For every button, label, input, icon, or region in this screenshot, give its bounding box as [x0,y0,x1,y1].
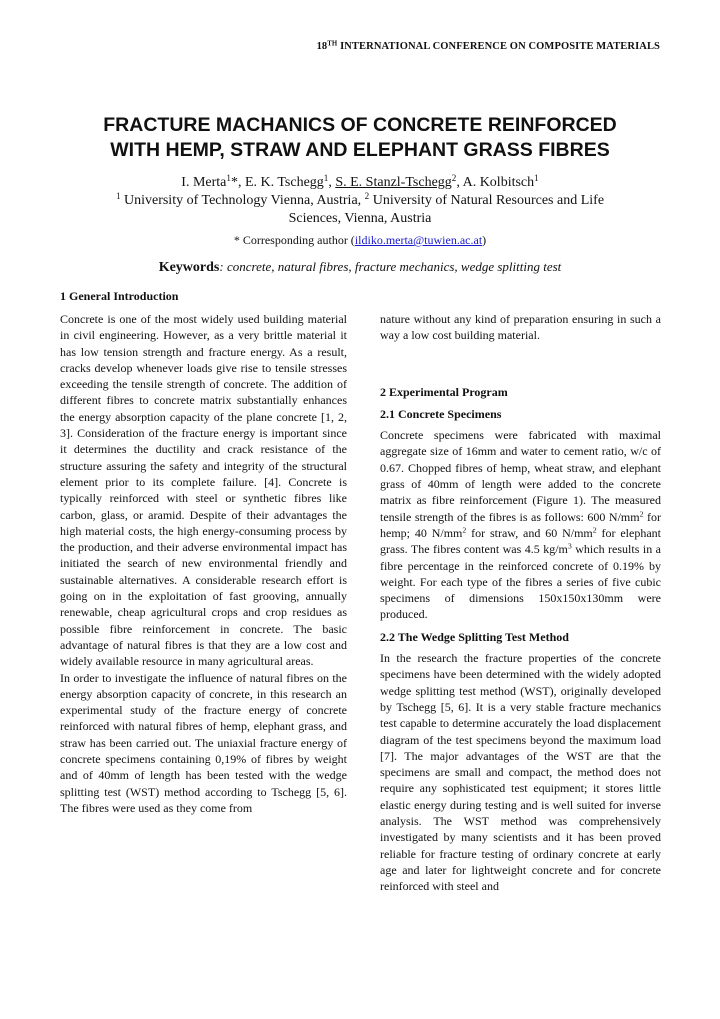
unit-exponent: 2 [462,525,467,535]
conference-ordinal-suffix: TH [327,40,338,48]
specimens-text-b: for hemp; 40 N/mm [380,509,661,540]
keywords-label: Keywords [158,260,220,275]
right-column [380,311,661,895]
section-2-heading: 2 Experimental Program [380,384,508,399]
keywords [0,259,720,276]
author-3: S. E. Stanzl-Tschegg [335,175,452,190]
affiliation-1: University of Technology Vienna, Austria, [120,193,365,208]
corresponding-suffix: ) [482,233,487,247]
intro-paragraph-3: nature without any kind of preparation ensuring in such a way a low cost building material. [380,312,661,343]
affiliation-2-number: 2 [364,191,370,201]
specimens-text-c: for straw, and 60 N/mm [466,525,593,540]
conference-ordinal: 18 [316,41,328,52]
intro-paragraph-1: Concrete is one of the most widely used building material in civil engineering. However, as a very brittle material it has low tension strength and fracture energy. As a result, cracks develop whenever loads give rise to tensile stresses exceeding the tensile strength of concrete. The addition of different fibres to concrete matrix substantially enhances the energy absorption capacity of the plane concrete [1, 2, 3]. Consideration of the fracture energy is important since it determines the ductility and crack resistance of the structure assuring the safety and integrity of the structural element prior to its complete failure. [4]. Concrete is typically reinforced with steel or synthetic fibres like carbon, glass, or aramid. Despite of their advantages the high material costs, the high energy-consuming process by the production, and their adverse environmental impact has initiated the search of new environmental friendly and sustainable alternatives. A considerable research effort is going on in the exploitation of fast grooving, annually renewable, cheap agricultural crops and crop residues as possible fibre reinforcement in concrete. The basic advantage of natural fibres is that they are a low cost and widely available resource in many agricultural areas. [60,312,347,669]
author-4-affil: 1 [534,173,539,183]
title-line-1: FRACTURE MACHANICS OF CONCRETE REINFORCED [103,114,617,136]
keywords-value: : concrete, natural fibres, fracture mechanics, wedge splitting test [219,259,562,274]
conference-name: INTERNATIONAL CONFERENCE ON COMPOSITE MATERIALS [340,41,660,52]
section-1-heading: 1 General Introduction [60,289,179,303]
author-2: E. K. Tschegg [244,175,324,190]
conference-header [317,41,660,52]
specimens-paragraph [380,427,661,623]
author-1-affil: 1 [226,173,231,183]
section-2-1-heading: 2.1 Concrete Specimens [380,406,502,421]
author-2-affil: 1 [323,173,329,183]
author-sep: , [456,175,463,190]
corresponding-email-link[interactable]: ildiko.merta@tuwien.ac.at [354,233,483,247]
title-line-2: WITH HEMP, STRAW AND ELEPHANT GRASS FIBRES [110,139,610,161]
intro-paragraph-2: In order to investigate the influence of natural fibres on the energy absorption capacity of concrete, in this research an experimental study of the fracture energy of concrete reinforced with natural fibres of hemp, elephant grass, and straw has been carried out. The uniaxial fracture energy of concrete specimens containing 0,19% of fibres by weight and of 40mm of length has been tested with the wedge splitting test (WST) method according to Tschegg [5, 6]. The fibres were used as they come from [60,670,347,815]
wst-paragraph: In the research the fracture properties of the concrete specimens have been determined with the widely adopted wedge splitting test method (WST), originally developed by Tschegg [5, 6]. It is a very stable fracture mechanics test capable to determine accurately the load displacement diagram of the test specimens beyond the maximum load [7]. The major advantages of the WST are that the specimens are small and compact, the method does not require any sophisticated test equipment; it stores little elastic energy during testing and is well suited for inverse analysis. The WST method was comprehensively investigated by many scientists and it has been proved reliable for fracture testing of ordinary concrete at early age and later for lightweight concrete and for concrete reinforced with steel and [380,651,661,894]
corresponding-author [0,232,720,248]
author-4: A. Kolbitsch [462,175,535,190]
unit-exponent: 3 [567,541,572,551]
author-list [0,174,720,192]
author-1-mark: *, [230,175,245,190]
affiliation-2: University of Natural Resources and Life [369,193,605,208]
affiliation-line-2: Sciences, Vienna, Austria [288,211,432,226]
section-2-2-heading: 2.2 The Wedge Splitting Test Method [380,629,569,644]
affiliation-1-number: 1 [115,191,121,201]
author-sep: , [328,175,336,190]
unit-exponent: 2 [639,509,644,519]
left-column [60,311,347,816]
affiliation-line-1 [0,192,720,210]
corresponding-prefix: * Corresponding author ( [233,233,355,247]
specimens-text-a: Concrete specimens were fabricated with maximal aggregate size of 16mm and water to cement ratio, w/c of 0.67. Chopped fibres of hemp, wheat straw, and elephant grass of 40mm of length were added to the concrete matrix as fibre reinforcement (Figure 1). The measured tensile strength of the fibres is as follows: 600 N/mm [380,428,661,524]
specimens-text-d: for elephant grass. The fibres content was 4.5 kg/m [380,525,661,557]
paper-title [0,113,720,163]
author-1: I. Merta [181,175,227,190]
author-3-affil: 2 [451,173,457,183]
unit-exponent: 2 [592,525,597,535]
affiliations [0,192,720,228]
specimens-text-e: which results in a fibre percentage in the reinforced concrete of 0.19% by weight. For each type of the fibres a series of five cubic specimens of dimensions 150x150x130mm were produced. [380,542,661,622]
